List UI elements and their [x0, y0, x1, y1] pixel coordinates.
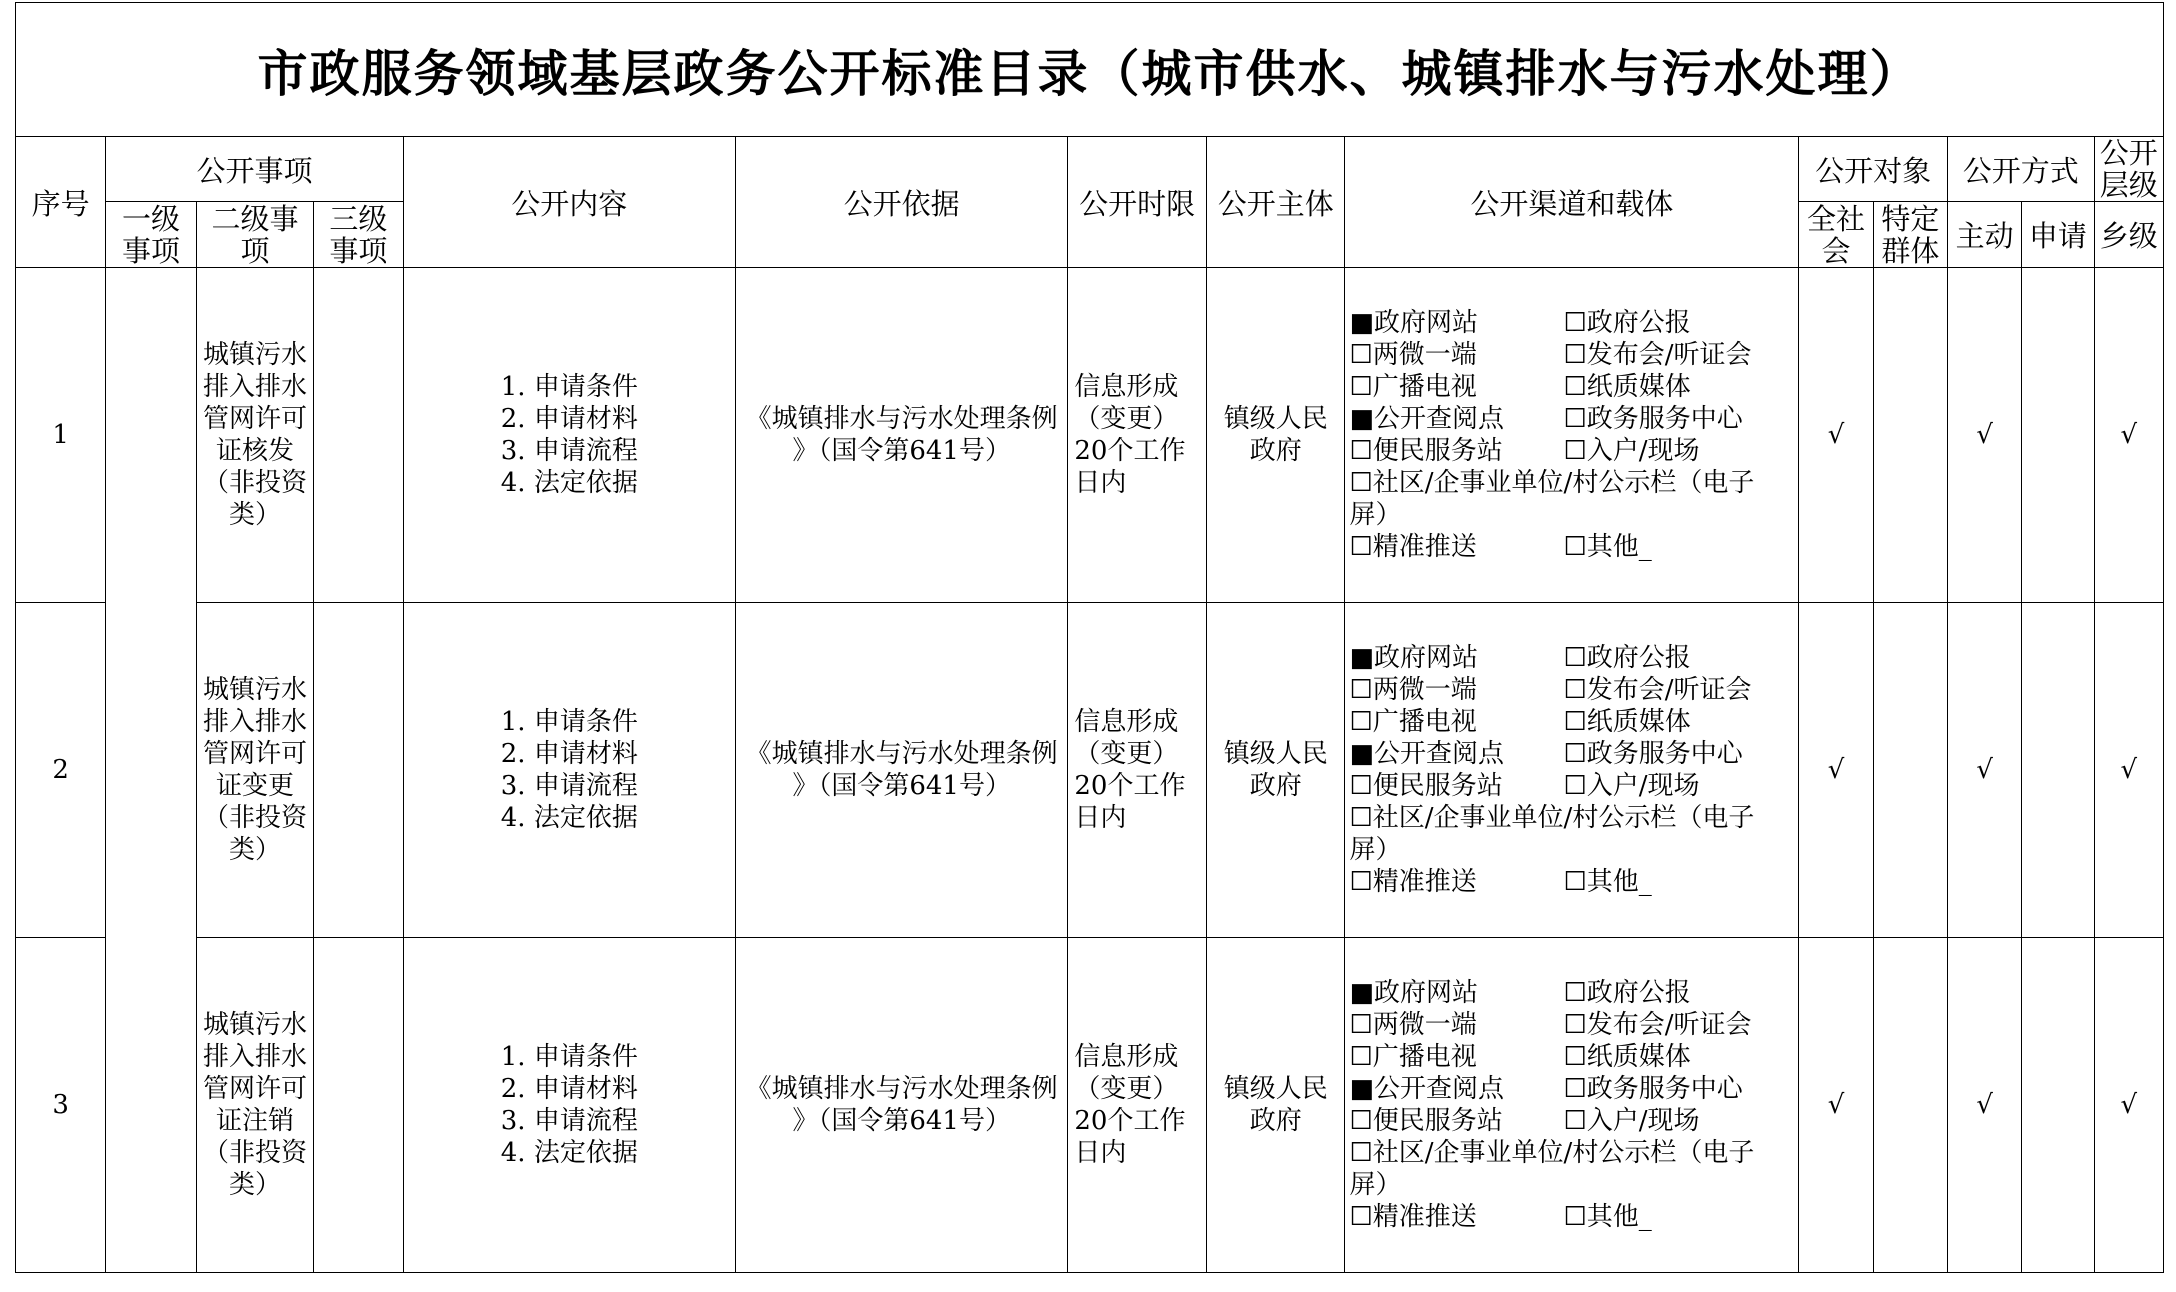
header-seq: 序号: [16, 137, 106, 268]
header-target-all: [1799, 202, 1873, 268]
level2-line: 管网许可: [202, 739, 307, 769]
content-item: 1. 申请条件: [500, 707, 638, 737]
basis-cell: [735, 603, 1067, 938]
channel-item: ☐广播电视: [1349, 372, 1477, 402]
header-target-all-text: 全社会: [1807, 201, 1866, 268]
header-target: 公开对象: [1799, 137, 1948, 202]
content-item: 4. 法定依据: [500, 1138, 638, 1168]
header-level1: [106, 202, 196, 268]
level2-line: 排入排水: [202, 1042, 307, 1072]
time-line: 日内: [1074, 468, 1127, 498]
channel-item: ■公开查阅点: [1349, 739, 1505, 769]
header-target-specific: [1873, 202, 1947, 268]
time-line: （变更）: [1074, 404, 1179, 434]
time-limit-cell: [1068, 938, 1207, 1273]
level2-cell: [196, 268, 313, 603]
time-line: 日内: [1074, 803, 1127, 833]
target-specific-check: [1873, 268, 1947, 603]
header-level1-text: 一级事项: [122, 201, 181, 268]
time-line: 日内: [1074, 1138, 1127, 1168]
channel-item: ☐其他_: [1563, 1202, 1652, 1232]
header-level-town: 乡级: [2094, 202, 2163, 268]
time-line: 信息形成: [1074, 707, 1179, 737]
content-item: 2. 申请材料: [500, 739, 638, 769]
channels-grid: [1349, 977, 1794, 1233]
subject-cell: [1206, 603, 1345, 938]
header-method-active: 主动: [1947, 202, 2021, 268]
level2-line: 城镇污水: [202, 340, 307, 370]
method-active-check: √: [1947, 938, 2021, 1273]
content-item: 4. 法定依据: [500, 468, 638, 498]
header-level3: [314, 202, 403, 268]
level2-line: （非投资: [202, 803, 307, 833]
channel-item: ☐其他_: [1563, 532, 1652, 562]
subject-line: 镇级人民: [1223, 739, 1328, 769]
header-level: [2094, 137, 2163, 202]
content-list: [501, 1041, 638, 1169]
header-method-apply: 申请: [2022, 202, 2094, 268]
basis-line: 《城镇排水与污水处理条例: [745, 404, 1058, 434]
basis-cell: [735, 268, 1067, 603]
level2-line: （非投资: [202, 468, 307, 498]
channel-item: ☐两微一端: [1349, 1010, 1477, 1040]
level1-cell: [106, 268, 196, 1273]
basis-line: 》（国令第641号）: [792, 1106, 1011, 1136]
target-all-check: √: [1799, 603, 1873, 938]
level3-cell: [314, 268, 403, 603]
header-basis: 公开依据: [735, 137, 1067, 268]
channel-item: ☐精准推送: [1349, 1202, 1477, 1232]
basis-cell: [735, 938, 1067, 1273]
level2-line: 证核发: [215, 436, 294, 466]
level2-cell: [196, 603, 313, 938]
time-line: 20个工作: [1074, 771, 1186, 801]
level-town-check: √: [2094, 938, 2163, 1273]
level2-line: 排入排水: [202, 372, 307, 402]
content-cell: [403, 268, 735, 603]
channel-item: ☐政府公报: [1563, 978, 1691, 1008]
level-town-check: √: [2094, 603, 2163, 938]
subject-line: 政府: [1249, 1106, 1302, 1136]
content-cell: [403, 938, 735, 1273]
channel-item: ■政府网站: [1349, 978, 1479, 1008]
channel-item: ☐发布会/听证会: [1563, 340, 1752, 370]
time-line: 20个工作: [1074, 436, 1186, 466]
channel-item: ☐便民服务站: [1349, 436, 1503, 466]
channel-item: ☐其他_: [1563, 867, 1652, 897]
time-line: 信息形成: [1074, 1042, 1179, 1072]
header-target-specific-text: 特定群体: [1881, 201, 1940, 268]
basis-line: 《城镇排水与污水处理条例: [745, 1074, 1058, 1104]
method-apply-check: [2022, 268, 2094, 603]
subject-cell: [1206, 938, 1345, 1273]
method-active-check: √: [1947, 268, 2021, 603]
row-seq: 2: [16, 603, 106, 938]
time-line: （变更）: [1074, 1074, 1179, 1104]
header-method: 公开方式: [1947, 137, 2094, 202]
row-seq: 1: [16, 268, 106, 603]
channels-cell: [1345, 938, 1799, 1273]
channel-item: ■政府网站: [1349, 308, 1479, 338]
channel-item: ☐两微一端: [1349, 675, 1477, 705]
basis-line: 》（国令第641号）: [792, 771, 1011, 801]
channel-item: ☐政府公报: [1563, 308, 1691, 338]
level2-line: （非投资: [202, 1138, 307, 1168]
level2-line: 类）: [228, 835, 281, 865]
time-line: 20个工作: [1074, 1106, 1186, 1136]
subject-line: 政府: [1249, 436, 1302, 466]
row-seq: 3: [16, 938, 106, 1273]
channels-grid: [1349, 642, 1794, 898]
target-specific-check: [1873, 603, 1947, 938]
table-row: [16, 938, 2164, 1273]
channel-item: ☐政务服务中心: [1563, 1074, 1743, 1104]
header-channels: 公开渠道和载体: [1345, 137, 1799, 268]
subject-line: 镇级人民: [1223, 1074, 1328, 1104]
content-item: 3. 申请流程: [500, 771, 638, 801]
time-limit-cell: [1068, 268, 1207, 603]
page-title: 市政服务领域基层政务公开标准目录（城市供水、城镇排水与污水处理）: [257, 43, 1922, 103]
catalog-table: [15, 136, 2164, 1273]
header-level-text: 公开层级: [2099, 136, 2158, 202]
level2-line: 排入排水: [202, 707, 307, 737]
header-level3-text: 三级事项: [329, 201, 388, 268]
channels-cell: [1345, 603, 1799, 938]
header-time-limit: 公开时限: [1068, 137, 1207, 268]
time-limit-cell: [1068, 603, 1207, 938]
channel-item: ☐精准推送: [1349, 867, 1477, 897]
method-apply-check: [2022, 938, 2094, 1273]
channel-item: ☐政务服务中心: [1563, 404, 1743, 434]
subject-line: 政府: [1249, 771, 1302, 801]
target-all-check: √: [1799, 938, 1873, 1273]
channel-item: ☐纸质媒体: [1563, 707, 1691, 737]
time-line: （变更）: [1074, 739, 1179, 769]
target-specific-check: [1873, 938, 1947, 1273]
channel-item: ☐发布会/听证会: [1563, 1010, 1752, 1040]
level2-line: 证变更: [215, 771, 294, 801]
header-level2-text: 二级事项: [211, 201, 299, 268]
level2-line: 证注销: [215, 1106, 294, 1136]
channel-item: ☐社区/企事业单位/村公示栏（电子屏）: [1349, 468, 1755, 530]
channel-item: ☐广播电视: [1349, 1042, 1477, 1072]
channel-item: ☐政府公报: [1563, 643, 1691, 673]
content-cell: [403, 603, 735, 938]
content-list: [501, 371, 638, 499]
channel-item: ☐社区/企事业单位/村公示栏（电子屏）: [1349, 1138, 1755, 1200]
channel-item: ☐便民服务站: [1349, 1106, 1503, 1136]
level2-line: 类）: [228, 500, 281, 530]
channels-cell: [1345, 268, 1799, 603]
content-item: 3. 申请流程: [500, 1106, 638, 1136]
channel-item: ☐纸质媒体: [1563, 372, 1691, 402]
channel-item: ☐社区/企事业单位/村公示栏（电子屏）: [1349, 803, 1755, 865]
table-row: [16, 603, 2164, 938]
level2-cell: [196, 938, 313, 1273]
content-item: 1. 申请条件: [500, 1042, 638, 1072]
subject-cell: [1206, 268, 1345, 603]
header-row-top: [16, 137, 2164, 202]
channel-item: ☐入户/现场: [1563, 771, 1700, 801]
method-apply-check: [2022, 603, 2094, 938]
time-line: 信息形成: [1074, 372, 1179, 402]
content-item: 1. 申请条件: [500, 372, 638, 402]
subject-line: 镇级人民: [1223, 404, 1328, 434]
content-item: 2. 申请材料: [500, 1074, 638, 1104]
basis-line: 《城镇排水与污水处理条例: [745, 739, 1058, 769]
header-level2: [196, 202, 313, 268]
channel-item: ■公开查阅点: [1349, 1074, 1505, 1104]
level3-cell: [314, 603, 403, 938]
content-list: [501, 706, 638, 834]
channels-grid: [1349, 307, 1794, 563]
title-box: [15, 2, 2164, 136]
table-row: [16, 268, 2164, 603]
content-item: 3. 申请流程: [500, 436, 638, 466]
target-all-check: √: [1799, 268, 1873, 603]
channel-item: ☐便民服务站: [1349, 771, 1503, 801]
level2-line: 城镇污水: [202, 675, 307, 705]
content-item: 4. 法定依据: [500, 803, 638, 833]
channel-item: ☐纸质媒体: [1563, 1042, 1691, 1072]
catalog-sheet: [15, 2, 2164, 1280]
level-town-check: √: [2094, 268, 2163, 603]
level3-cell: [314, 938, 403, 1273]
level2-line: 城镇污水: [202, 1010, 307, 1040]
level2-line: 管网许可: [202, 404, 307, 434]
channel-item: ☐两微一端: [1349, 340, 1477, 370]
header-content: 公开内容: [403, 137, 735, 268]
method-active-check: √: [1947, 603, 2021, 938]
content-item: 2. 申请材料: [500, 404, 638, 434]
basis-line: 》（国令第641号）: [792, 436, 1011, 466]
channel-item: ☐发布会/听证会: [1563, 675, 1752, 705]
channel-item: ■政府网站: [1349, 643, 1479, 673]
header-subject: 公开主体: [1206, 137, 1345, 268]
channel-item: ☐广播电视: [1349, 707, 1477, 737]
header-items: 公开事项: [106, 137, 403, 202]
channel-item: ☐入户/现场: [1563, 1106, 1700, 1136]
channel-item: ☐政务服务中心: [1563, 739, 1743, 769]
channel-item: ☐入户/现场: [1563, 436, 1700, 466]
channel-item: ■公开查阅点: [1349, 404, 1505, 434]
level2-line: 管网许可: [202, 1074, 307, 1104]
channel-item: ☐精准推送: [1349, 532, 1477, 562]
level2-line: 类）: [228, 1170, 281, 1200]
